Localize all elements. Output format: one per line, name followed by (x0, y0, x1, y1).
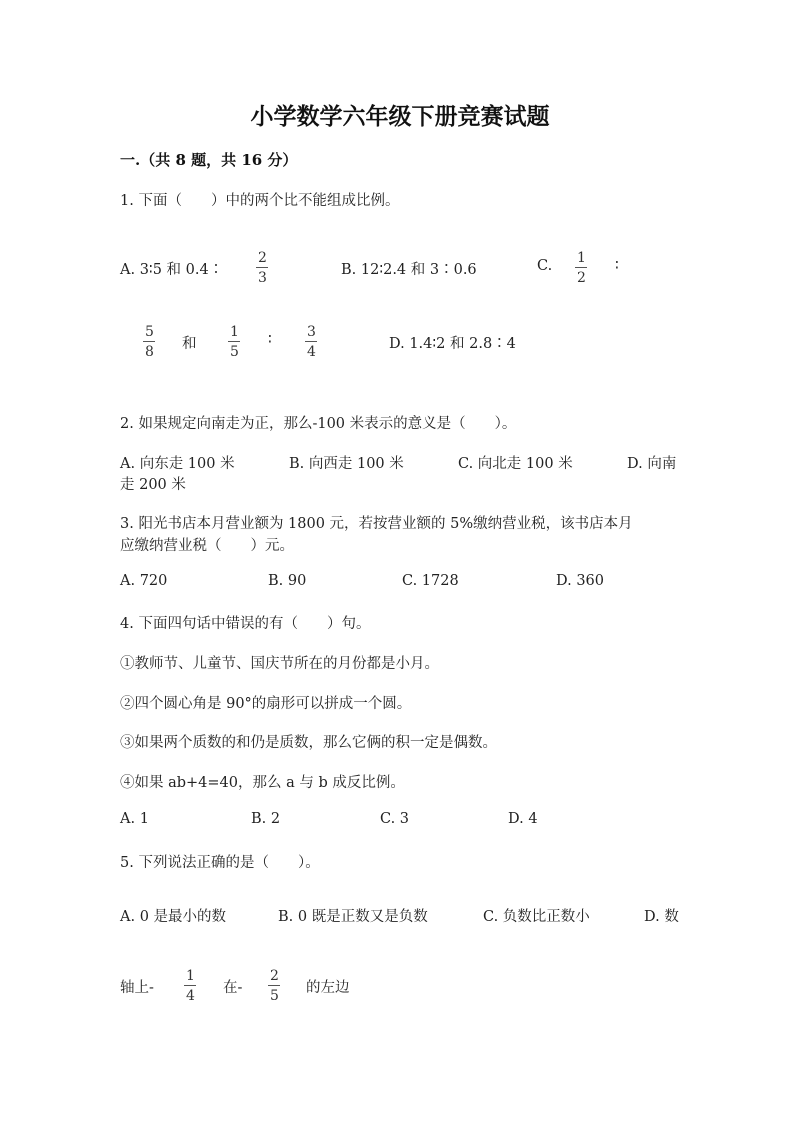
q1-option-c-fraction-3: 1 5 (230, 324, 239, 360)
q5-option-d-fraction-2: 2 5 (270, 968, 279, 1004)
q4-option-c: C. 3 (380, 811, 410, 827)
q3-stem-line-1: 3. 阳光书店本月营业额为 1800 元，若按营业额的 5%缴纳营业税，该书店本月 (120, 516, 633, 532)
q2-option-d-continued: 走 200 米 (120, 477, 186, 493)
q3-option-b: B. 90 (268, 573, 307, 589)
q4-statement-2: ②四个圆心角是 90°的扇形可以拼成一个圆。 (120, 696, 412, 712)
q2-option-c: C. 向北走 100 米 (458, 456, 573, 472)
q4-option-b: B. 2 (251, 811, 281, 827)
q2-stem: 2. 如果规定向南走为正，那么-100 米表示的意义是（ ）。 (120, 416, 517, 432)
q5-option-c: C. 负数比正数小 (483, 909, 590, 925)
q1-option-a: A. 3∶5 和 0.4∶ (120, 262, 224, 278)
q5-option-b: B. 0 既是正数又是负数 (278, 909, 428, 925)
q5-option-a: A. 0 是最小的数 (120, 909, 227, 925)
q5-option-d: D. 数 (644, 909, 679, 925)
q4-option-d: D. 4 (508, 811, 538, 827)
q5-option-d-prefix: 轴上- (120, 980, 154, 996)
q2-option-a: A. 向东走 100 米 (120, 456, 235, 472)
q4-option-a: A. 1 (120, 811, 149, 827)
q5-stem: 5. 下列说法正确的是（ ）。 (120, 855, 320, 871)
q1-option-c-fraction-2: 5 8 (145, 324, 154, 360)
page-title: 小学数学六年级下册竞赛试题 (250, 103, 550, 130)
q3-option-c: C. 1728 (402, 573, 459, 589)
section-header: 一.（共 8 题，共 16 分） (120, 151, 298, 169)
q1-stem: 1. 下面（ ）中的两个比不能组成比例。 (120, 193, 400, 209)
q5-option-d-fraction-1: 1 4 (186, 968, 195, 1004)
q1-option-b: B. 12∶2.4 和 3∶0.6 (341, 262, 477, 278)
q5-option-d-middle: 在- (223, 980, 243, 996)
q4-stem: 4. 下面四句话中错误的有（ ）句。 (120, 616, 371, 632)
q2-option-d: D. 向南 (627, 456, 677, 472)
q2-option-b: B. 向西走 100 米 (289, 456, 404, 472)
q5-option-d-suffix: 的左边 (306, 980, 350, 996)
q3-stem-line-2: 应缴纳营业税（ ）元。 (120, 538, 294, 554)
q1-option-c-label: C. (537, 258, 553, 274)
q1-option-c-colon-1: ∶ (615, 258, 619, 274)
q4-statement-3: ③如果两个质数的和仍是质数，那么它俩的积一定是偶数。 (120, 735, 497, 751)
q1-option-d: D. 1.4∶2 和 2.8∶4 (389, 336, 516, 352)
q4-statement-4: ④如果 ab+4=40，那么 a 与 b 成反比例。 (120, 775, 405, 791)
q3-option-d: D. 360 (556, 573, 605, 589)
q4-statement-1: ①教师节、儿童节、国庆节所在的月份都是小月。 (120, 656, 439, 672)
q1-option-c-colon-2: ∶ (268, 332, 272, 348)
q1-option-c-and: 和 (182, 336, 197, 352)
q1-option-c-fraction-1: 1 2 (577, 250, 586, 286)
q1-option-c-fraction-4: 3 4 (307, 324, 316, 360)
q1-option-a-fraction: 2 3 (258, 250, 267, 286)
q3-option-a: A. 720 (120, 573, 168, 589)
